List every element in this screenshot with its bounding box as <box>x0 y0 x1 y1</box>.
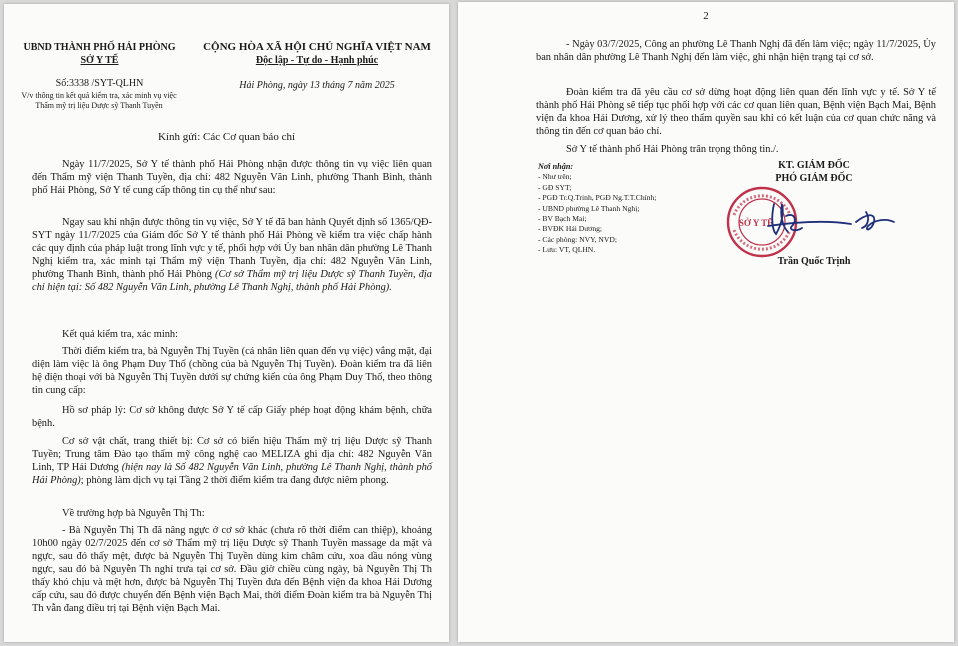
official-stamp-icon <box>728 188 796 256</box>
signer-name: Trần Quốc Trịnh <box>777 256 851 267</box>
recipient-item: - UBND phường Lê Thanh Nghị; <box>538 203 640 213</box>
subject-line-2: Thẩm mỹ trị liệu Dược sỹ Thanh Tuyền <box>35 101 163 110</box>
recipient-item: - PGĐ Tr.Q.Trinh, PGĐ Ng.T.T.Chính; <box>538 193 657 203</box>
paragraph-6-text: Cơ sở vật chất, trang thiết bị: Cơ sở có biển hiệu Thẩm mỹ trị liệu Dược sỹ Thanh Tuyền; Trung tâm Đào tạo thẩm mỹ công nghệ cao MELIZA ghi địa chỉ: 482 Nguyễn Văn Linh, TP Hải Dương <box>32 436 432 473</box>
paragraph-6 <box>32 435 432 487</box>
paragraph-2-italic: (Cơ sở Thẩm mỹ trị liệu Dược sỹ Thanh Tuyền, địa chỉ hiện tại: Số 482 Nguyễn Văn Linh, phường Lê Thanh Nghị, thành phố Hải Phòng). <box>32 269 432 293</box>
department-name: SỞ Y TẾ <box>80 55 119 66</box>
page2-paragraph-1: - Ngày 03/7/2025, Công an phường Lê Thanh Nghị đã đến làm việc; ngày 11/7/2025, Ủy ban nhân dân phường Lê Thanh Nghị đến làm việc, ghi nhận hiện trạng tại cơ sở. <box>536 39 936 63</box>
signer-title-2: PHÓ GIÁM ĐỐC <box>775 173 853 184</box>
paragraph-3: Kết quả kiểm tra, xác minh: <box>62 329 178 340</box>
paragraph-1: Ngày 11/7/2025, Sở Y tế thành phố Hải Phòng nhận được thông tin vụ việc liên quan đến Thẩm mỹ viện Thanh Tuyền, địa chỉ: 482 Nguyễn Văn Linh, phường Thanh Bình, thành phố Hải Phòng, Sở Y tế cung cấp thông tin cụ thể như sau: <box>32 159 432 196</box>
issuing-agency: UBND THÀNH PHỐ HẢI PHÒNG <box>23 42 176 53</box>
official-stamp-and-signature <box>716 182 936 264</box>
paragraph-7: Về trường hợp bà Nguyễn Thị Th: <box>62 508 205 519</box>
national-motto: Độc lập - Tự do - Hạnh phúc <box>255 55 379 66</box>
place-date: Hải Phòng, ngày 13 tháng 7 năm 2025 <box>239 80 395 91</box>
page2-paragraph-3: Sở Y tế thành phố Hải Phòng trân trọng thông tin./. <box>566 144 779 155</box>
paragraph-8: - Bà Nguyễn Thị Th đã nâng ngực ở cơ sở khác (chưa rõ thời điểm can thiệp), khoảng 10h00 ngày 02/7/2025 đến cơ sở Thẩm mỹ trị liệu Dược sỹ Thanh Tuyền massage da mặt và ngực, sau đó thấy mệt, được bà Nguyễn Thị Tuyền dùng kim châm cứu, xoa dầu nóng vùng ngực, sau đó bà Nguyễn Th nghỉ trưa tại cơ sở. Đầu giờ chiều cùng ngày, bà Nguyễn Thị Th thấy khó chịu và mệt hơn, được bà Nguyễn Thị Tuyền đưa đến Bệnh viện đa khoa Hải Dương cấp cứu, sau đó được chuyển đến Bệnh viện Bạch Mai, thời điểm Đoàn kiểm tra bà Nguyễn Thị Th vẫn đang điều trị tại Bệnh viện Bạch Mai. <box>32 525 432 614</box>
page2-paragraph-2: Đoàn kiểm tra đã yêu cầu cơ sở dừng hoạt động liên quan đến lĩnh vực y tế. Sở Y tế thành phố Hải Phòng sẽ tiếp tục phối hợp với các cơ quan liên quan, Bệnh viện Bạch Mai, Bệnh viện đa khoa Hải Dương, xử lý theo thẩm quyền sau khi có kết luận của cơ quan chức năng và thông tin đến cơ quan báo chí. <box>536 87 936 137</box>
recipient-item: - Như trên; <box>538 172 572 182</box>
paragraph-2 <box>32 216 432 294</box>
paragraph-5: Hồ sơ pháp lý: Cơ sở không được Sở Y tế cấp Giấy phép hoạt động khám bệnh, chữa bệnh. <box>32 405 432 429</box>
signer-title-1: KT. GIÁM ĐỐC <box>778 160 850 171</box>
paragraph-6-italic: (hiện nay là Số 482 Nguyễn Văn Linh, phường Lê Thanh Nghị, thành phố Hải Phòng) <box>32 462 432 486</box>
paragraph-6-tail: ; phòng làm dịch vụ tại Tầng 2 thời điểm kiểm tra đang được niêm phong. <box>80 475 389 486</box>
page-number: 2 <box>703 10 709 22</box>
stamp-center-text: SỞ Y TẾ <box>738 218 774 228</box>
paragraph-4: Thời điểm kiểm tra, bà Nguyễn Thị Tuyền (cá nhân liên quan đến vụ việc) vắng mặt, đại diện làm việc là ông Phạm Duy Thố (chồng của bà Nguyễn Thị Tuyền). Đoàn kiểm tra đã liên hệ điện thoại với bà Nguyễn Thị Tuyền dưới sự chứng kiến của ông Phạm Duy Thố, theo thông tin cung cấp: <box>32 346 432 396</box>
subject-line-1: V/v thông tin kết quả kiểm tra, xác minh vụ việc <box>21 91 177 100</box>
recipient-item: - GĐ SYT; <box>538 182 572 192</box>
document-page-2 <box>458 2 954 642</box>
document-page-1 <box>4 4 449 642</box>
recipients-list <box>538 162 656 256</box>
document-number: Số:3338 /SYT-QLHN <box>55 78 144 89</box>
recipient-item: - Lưu: VT, QLHN. <box>538 245 596 255</box>
paragraph-2-text: Ngay sau khi nhận được thông tin vụ việc, Sở Y tế đã ban hành Quyết định số 1365/QĐ-SYT ngày 11/7/2025 của Giám đốc Sở Y tế thành phố Hải Phòng về kiểm tra việc chấp hành các quy định của pháp luật trong lĩnh vực y tế, phối hợp với Ủy ban nhân dân phường Lê Thanh Nghị kiểm tra, xác minh tại Thẩm mỹ viện Thanh Tuyền, địa chỉ: 482 Nguyễn Văn Linh, phường Thanh Bình, thành phố Hải Phòng <box>32 217 432 280</box>
recipient-item: - BV Bạch Mai; <box>538 214 587 224</box>
recipient-item: - BVĐK Hải Dương; <box>538 224 603 234</box>
recipients-title: Nơi nhận: <box>538 162 574 171</box>
nation-title: CỘNG HÒA XÃ HỘI CHỦ NGHĨA VIỆT NAM <box>203 41 431 53</box>
salutation: Kính gửi: Các Cơ quan báo chí <box>157 131 296 143</box>
recipient-item: - Các phòng: NVY, NVD; <box>538 234 617 244</box>
